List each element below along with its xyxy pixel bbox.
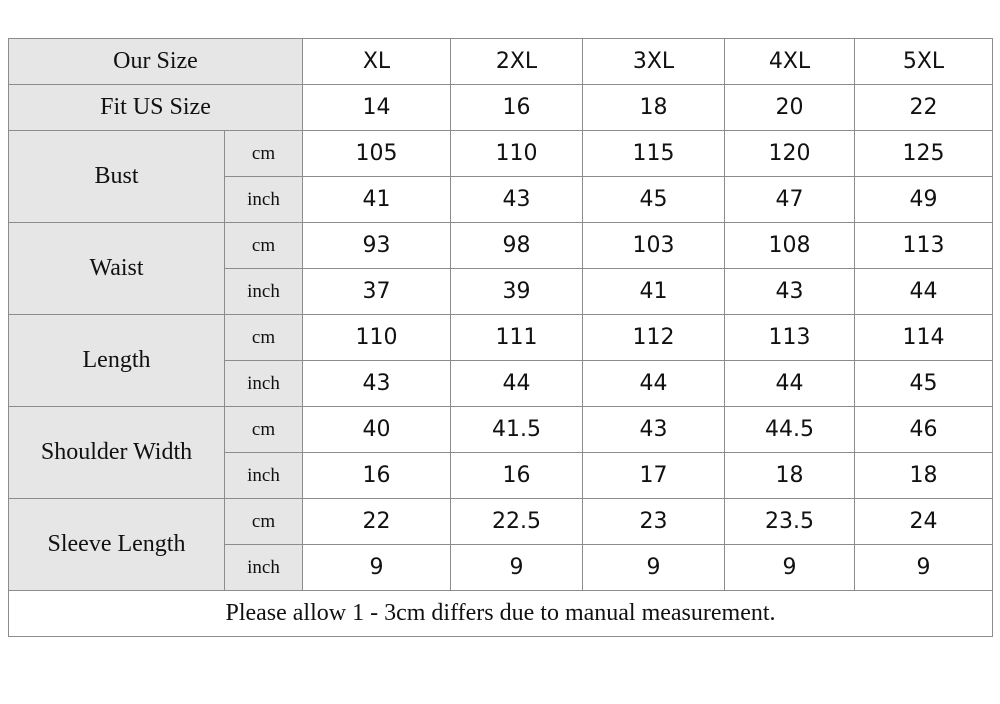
bust-cm-row [9,131,993,177]
shoulder-width-cm-cell: 46 [855,407,993,453]
sleeve-length-inch-cell: 9 [725,545,855,591]
size-chart-table [8,38,993,637]
sleeve-length-cm-row [9,499,993,545]
length-cm-cell: 111 [451,315,583,361]
size-header-cell: 3XL [583,39,725,85]
sleeve-length-cm-cell: 23.5 [725,499,855,545]
sleeve-length-label: Sleeve Length [9,499,225,591]
fit-us-size-row [9,85,993,131]
shoulder-width-cm-cell: 41.5 [451,407,583,453]
bust-inch-cell: 41 [303,177,451,223]
size-header-cell: 5XL [855,39,993,85]
length-cm-cell: 110 [303,315,451,361]
our-size-label: Our Size [9,39,303,85]
size-header-cell: 2XL [451,39,583,85]
bust-inch-cell: 43 [451,177,583,223]
waist-cm-cell: 108 [725,223,855,269]
length-cm-cell: 114 [855,315,993,361]
length-inch-cell: 44 [451,361,583,407]
sleeve-length-cm-cell: 24 [855,499,993,545]
length-inch-cell: 45 [855,361,993,407]
bust-cm-cell: 110 [451,131,583,177]
shoulder-width-cm-cell: 43 [583,407,725,453]
shoulder-width-inch-cell: 18 [725,453,855,499]
waist-inch-cell: 44 [855,269,993,315]
length-inch-cell: 44 [725,361,855,407]
bust-cm-cell: 115 [583,131,725,177]
shoulder-width-inch-cell: 18 [855,453,993,499]
fit-us-size-cell: 22 [855,85,993,131]
unit-inch-label: inch [225,361,303,407]
shoulder-width-cm-cell: 44.5 [725,407,855,453]
bust-inch-cell: 49 [855,177,993,223]
unit-inch-label: inch [225,269,303,315]
bust-cm-cell: 125 [855,131,993,177]
sleeve-length-inch-cell: 9 [303,545,451,591]
size-header-cell: 4XL [725,39,855,85]
our-size-row [9,39,993,85]
fit-us-size-cell: 16 [451,85,583,131]
shoulder-width-inch-cell: 16 [303,453,451,499]
waist-cm-cell: 113 [855,223,993,269]
shoulder-width-cm-row [9,407,993,453]
unit-cm-label: cm [225,407,303,453]
shoulder-width-inch-cell: 16 [451,453,583,499]
size-header-cell: XL [303,39,451,85]
unit-cm-label: cm [225,499,303,545]
bust-cm-cell: 120 [725,131,855,177]
length-cm-cell: 113 [725,315,855,361]
sleeve-length-inch-cell: 9 [855,545,993,591]
bust-inch-cell: 45 [583,177,725,223]
fit-us-size-cell: 18 [583,85,725,131]
sleeve-length-cm-cell: 23 [583,499,725,545]
unit-cm-label: cm [225,131,303,177]
waist-inch-cell: 39 [451,269,583,315]
shoulder-width-label: Shoulder Width [9,407,225,499]
sleeve-length-cm-cell: 22 [303,499,451,545]
unit-cm-label: cm [225,315,303,361]
length-cm-row [9,315,993,361]
waist-cm-cell: 103 [583,223,725,269]
length-inch-cell: 43 [303,361,451,407]
shoulder-width-inch-cell: 17 [583,453,725,499]
unit-inch-label: inch [225,177,303,223]
bust-inch-cell: 47 [725,177,855,223]
waist-inch-cell: 43 [725,269,855,315]
sleeve-length-inch-cell: 9 [451,545,583,591]
fit-us-size-cell: 14 [303,85,451,131]
note-row [9,591,993,637]
fit-us-size-label: Fit US Size [9,85,303,131]
measurement-note: Please allow 1 - 3cm differs due to manual measurement. [9,591,993,637]
waist-cm-cell: 93 [303,223,451,269]
bust-cm-cell: 105 [303,131,451,177]
fit-us-size-cell: 20 [725,85,855,131]
length-label: Length [9,315,225,407]
length-cm-cell: 112 [583,315,725,361]
unit-inch-label: inch [225,453,303,499]
length-inch-cell: 44 [583,361,725,407]
waist-cm-cell: 98 [451,223,583,269]
sleeve-length-inch-cell: 9 [583,545,725,591]
unit-inch-label: inch [225,545,303,591]
bust-label: Bust [9,131,225,223]
waist-cm-row [9,223,993,269]
shoulder-width-cm-cell: 40 [303,407,451,453]
waist-inch-cell: 41 [583,269,725,315]
sleeve-length-cm-cell: 22.5 [451,499,583,545]
waist-label: Waist [9,223,225,315]
waist-inch-cell: 37 [303,269,451,315]
unit-cm-label: cm [225,223,303,269]
